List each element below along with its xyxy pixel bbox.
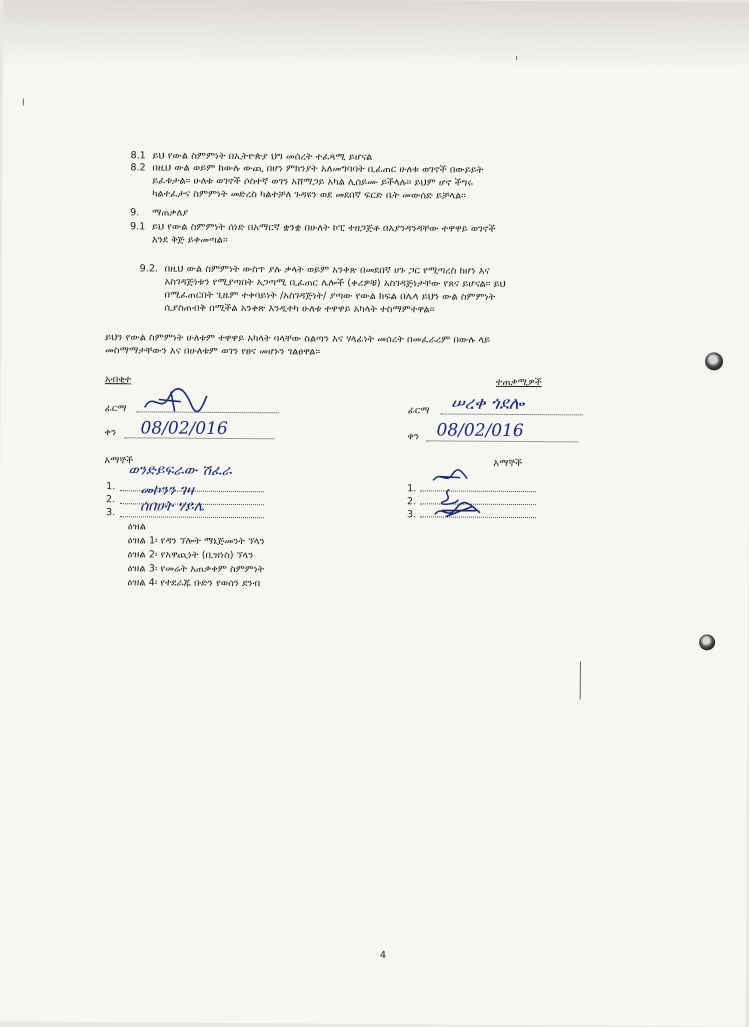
clause-8-1-number: 8.1 xyxy=(130,150,146,162)
right-witness-number-1: 1. xyxy=(407,483,417,495)
clause-9-1-line-2: እንደ ቅጅ ይቀመጣል፡፡ xyxy=(151,234,228,246)
right-witness-signature-1 xyxy=(430,468,470,486)
punch-hole-lower xyxy=(699,634,715,650)
left-date-label: ቀን xyxy=(104,427,117,439)
left-witness-number-1: 1. xyxy=(106,481,116,493)
annex-item-2: ዕዝል 2፡ የአዋጪነት (ቢዝነስ) ኘላን xyxy=(127,549,254,562)
clause-9-1-line-1: ይህ የውል ስምምነት ሰነድ በአማርኛ ቋንቋ በሁለት ኮፒ ተዘጋጅቶ በእያንዳንዳቸው ተዋዋይ ወገኖች xyxy=(151,221,496,235)
clause-8-2-line-3: ካልተፈታና ስምምነት መድረስ ካልተቻለ ጉዳዩን ወደ መደበኛ ፍርድ ቤት መውሰድ ይቻላል፡፡ xyxy=(152,188,467,202)
closing-line-2: መስማማታቸውን እና በሁለቱም ወገን የፀና መሆኑን ገልፀዋል፡፡ xyxy=(105,345,321,358)
clause-9-title: ማጠቃለያ xyxy=(152,207,189,219)
annex-heading: ዕዝል xyxy=(127,521,146,533)
clause-9-number: 9. xyxy=(130,207,140,219)
clause-8-2-number: 8.2 xyxy=(130,162,146,174)
left-witness-number-2: 2. xyxy=(106,494,116,506)
annex-item-3: ዕዝል 3፡ የመሬት አጠቃቀም ስምምነት xyxy=(127,563,265,576)
annex-item-1: ዕዝል 1፡ የዳን ኘሎት ማኔጅመንት ኘላን xyxy=(127,535,265,548)
left-witness-name-3: ሰበሀት ሃይሌ xyxy=(139,498,205,515)
clause-9-2-line-3: በሚፈጠርበት ጊዜም ተቀባይነት /አስገዳጅነት/ ያጣው የውል ክፍል በሌላ ይህን ውል ስምምነት xyxy=(164,289,496,303)
clause-8-2-line-1: በዚህ ውል ወይም ከውሉ ውጪ በሆነ ምክንያት አለመግባባት ቢፈጠር ሁለቱ ወገኖች በውይይት xyxy=(152,162,484,176)
right-date-label: ቀን xyxy=(407,431,420,443)
scan-mark-small xyxy=(516,56,517,60)
punch-hole-upper xyxy=(705,352,723,370)
left-signature-label: ፊርማ xyxy=(104,403,127,415)
right-witness-signature-3 xyxy=(432,500,484,522)
closing-line-1: ይህን የውል ስምምነት ሁለቱም ተዋዋይ አካላት ባላቸው ስልጣን እና ሃላፊነት መሰረት በመፈራረም በውሉ ላይ xyxy=(105,332,491,346)
scan-mark-vertical xyxy=(580,661,581,699)
clause-9-2-line-4: ሲያስጠብቅ በሚችል አንቀጽ እንዲተካ ሁለቱ ተዋዋይ አካላት ተስማምተዋል፡፡ xyxy=(164,302,435,316)
left-date-value: 08/02/016 xyxy=(140,418,228,439)
clause-9-2-line-2: አስገዳጅነቱን የሚያጣበት አጋጣሚ ቢፈጠር ሌሎች (ቀሪዎቹ) አስገዳጅነታቸው የጸና ይሆናል፡፡ ይህ xyxy=(164,276,506,290)
left-witness-name-2: መኮንን ገዛ xyxy=(140,482,194,499)
right-witnesses-heading: እማኞች xyxy=(493,457,523,470)
clause-9-1-number: 9.1 xyxy=(129,221,146,233)
clause-9-2-number: 9.2. xyxy=(139,263,159,275)
clause-8-1-text: ይህ የውል ስምምነት በኢትዮጵያ ህግ መሰረት ተፈጻሚ ይሆናል xyxy=(152,150,373,163)
left-witness-line-3 xyxy=(120,516,264,518)
left-witnesses-heading: እማኞች xyxy=(104,455,134,467)
clause-9-2-line-1: በዚህ ውል ስምምነት ውስጥ ያሉ ቃላት ወይም አንቀጽ በመደበኛ ሀጉ ጋር የሚጣረስ ከሆነ እና xyxy=(164,263,490,277)
right-party-heading: ተጠቃሚዎች xyxy=(495,376,542,389)
right-signature-name: ሠረቀ ጎደሎ xyxy=(450,393,525,415)
scan-shadow xyxy=(3,0,749,73)
scan-mark xyxy=(23,99,24,106)
right-witness-number-3: 3. xyxy=(406,509,417,521)
right-signature-label: ፊርማ xyxy=(407,405,430,417)
clause-8-2-line-2: ይፈቱታል፡፡ ሁለቱ ወገኖች ሶስተኛ ወገን አሸማጋይ አካል ሊሰይሙ ይችላሉ፡፡ ይህም ሆኖ ችግሩ xyxy=(152,175,473,189)
annex-item-4: ዕዝል 4፡ የተደራጁ ቡድን የወሰን ደንብ xyxy=(127,577,261,590)
right-date-value: 08/02/016 xyxy=(436,420,524,442)
page-number: 4 xyxy=(379,950,387,962)
left-signature-scribble xyxy=(141,387,211,415)
left-witness-name-1: ወንድይፍራው ሽፈራ xyxy=(128,462,232,480)
left-party-heading: አብቂተ xyxy=(104,374,132,386)
right-witness-number-2: 2. xyxy=(407,496,417,508)
left-witness-number-3: 3. xyxy=(105,507,116,519)
